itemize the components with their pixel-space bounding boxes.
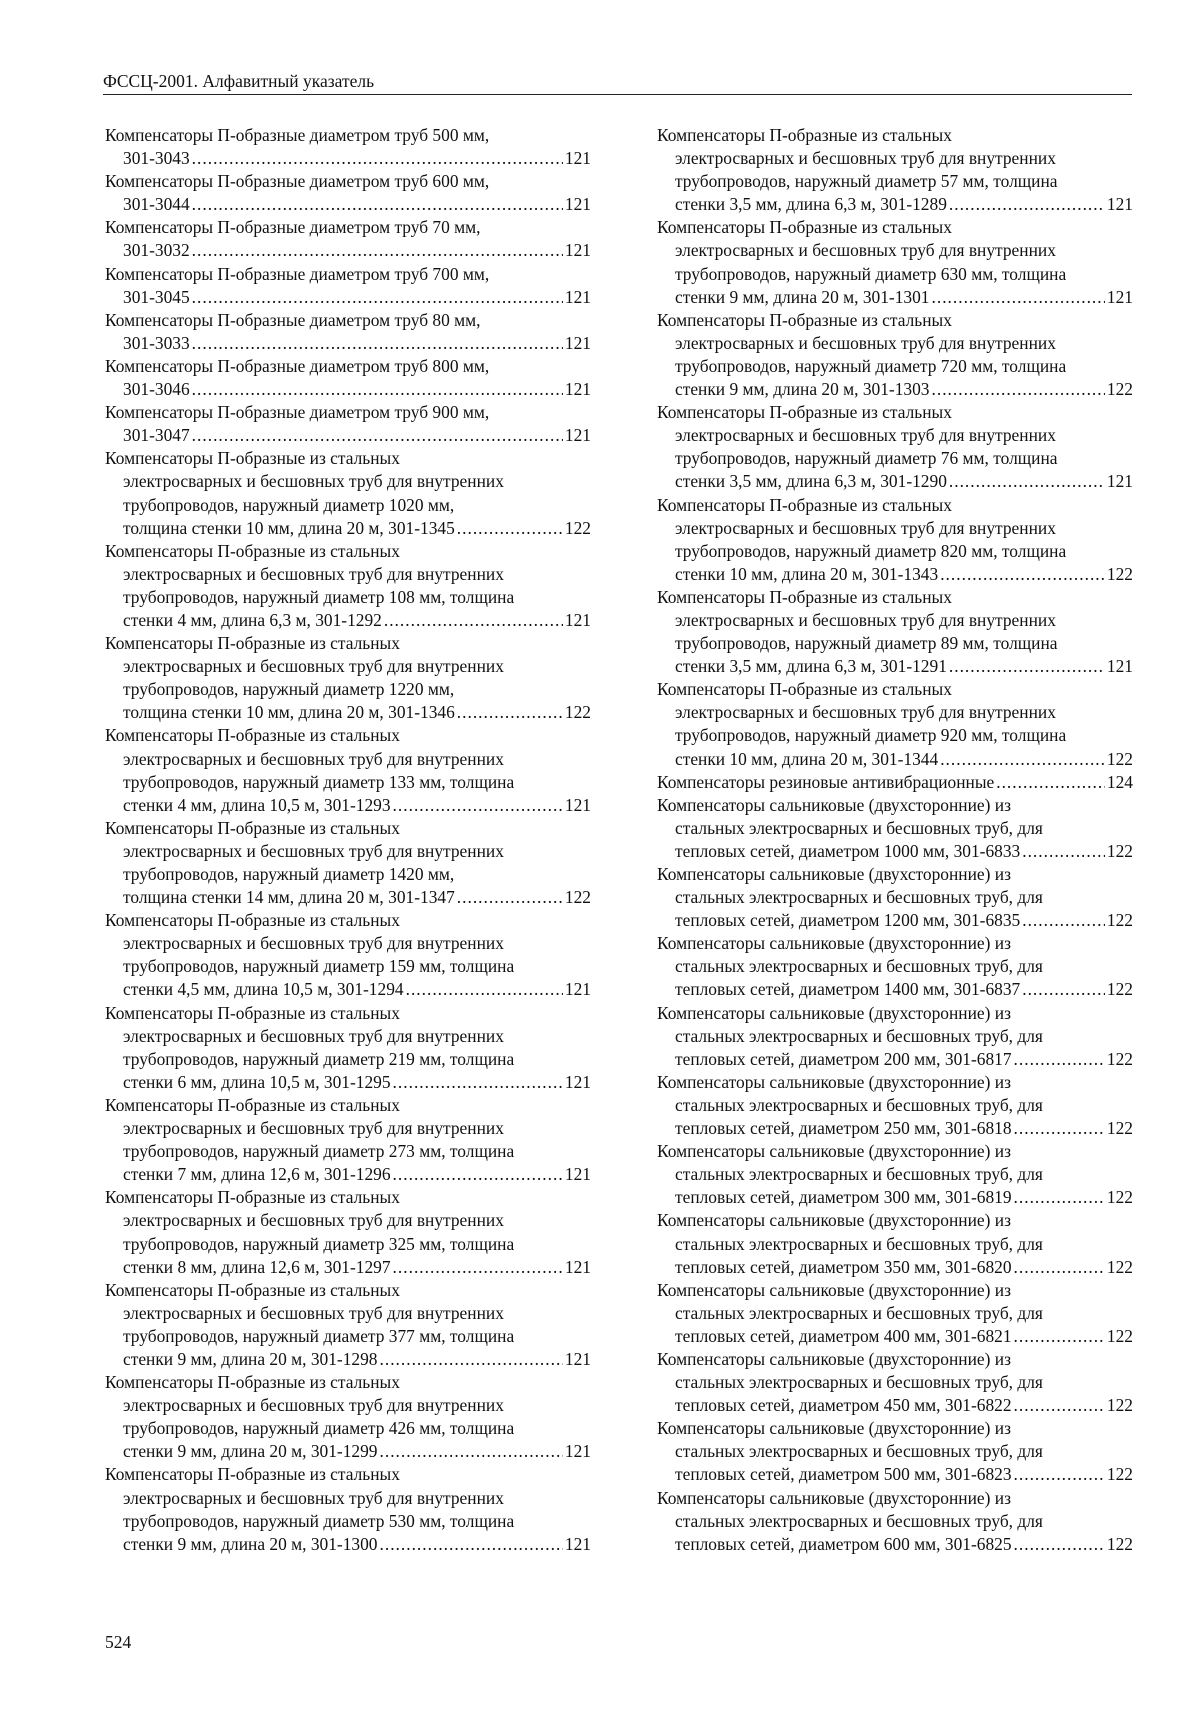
entry-line: Компенсаторы П-образные из стальных <box>657 494 952 515</box>
entry-text: тепловых сетей, диаметром 400 мм, 301-6821 <box>675 1325 1012 1346</box>
page-reference: 121 <box>564 240 591 261</box>
dot-leader <box>393 1071 563 1094</box>
entry-line: Компенсаторы сальниковые (двухсторонние) из <box>657 1279 1011 1300</box>
entry-line: стальных электросварных и бесшовных труб, для <box>675 1025 1043 1046</box>
entry-last-line <box>105 147 591 170</box>
index-column-right <box>657 124 1133 1556</box>
dot-leader <box>940 748 1105 771</box>
running-header <box>103 70 1132 95</box>
entry-line: Компенсаторы П-образные из стальных <box>105 1094 400 1115</box>
entry-line: Компенсаторы П-образные диаметром труб 800 мм, <box>105 355 490 376</box>
index-entry <box>657 932 1133 1001</box>
entry-text: тепловых сетей, диаметром 1200 мм, 301-6835 <box>675 910 1021 931</box>
index-entry <box>105 632 591 724</box>
page-reference: 122 <box>564 887 591 908</box>
entry-line: электросварных и бесшовных труб для внутренних <box>123 1025 504 1046</box>
entry-line: трубопроводов, наружный диаметр 1020 мм, <box>123 494 455 515</box>
index-entry <box>105 124 591 170</box>
page-reference: 121 <box>564 1348 591 1369</box>
entry-text: стенки 10 мм, длина 20 м, 301-1344 <box>675 748 939 769</box>
index-entry <box>657 1071 1133 1140</box>
entry-text: стенки 3,5 мм, длина 6,3 м, 301-1290 <box>675 471 947 492</box>
entry-line: Компенсаторы П-образные из стальных <box>105 633 400 654</box>
entry-line: стальных электросварных и бесшовных труб, для <box>675 1441 1043 1462</box>
entry-text: стенки 3,5 мм, длина 6,3 м, 301-1291 <box>675 656 947 677</box>
entry-line: трубопроводов, наружный диаметр 273 мм, толщина <box>123 1141 515 1162</box>
page-reference: 122 <box>1106 1048 1133 1069</box>
dot-leader <box>380 1533 563 1556</box>
entry-line: Компенсаторы П-образные из стальных <box>105 910 400 931</box>
entry-line: Компенсаторы П-образные диаметром труб 600 мм, <box>105 171 490 192</box>
entry-line: Компенсаторы сальниковые (двухсторонние) из <box>657 1071 1011 1092</box>
entry-text: стенки 10 мм, длина 20 м, 301-1343 <box>675 563 939 584</box>
page-reference: 121 <box>564 1164 591 1185</box>
entry-last-line <box>657 1394 1133 1417</box>
index-entry <box>105 1186 591 1278</box>
entry-line: трубопроводов, наружный диаметр 325 мм, толщина <box>123 1233 515 1254</box>
page-reference: 121 <box>564 194 591 215</box>
entry-last-line <box>105 1348 591 1371</box>
entry-text: 301-3047 <box>123 425 190 446</box>
entry-line: трубопроводов, наружный диаметр 1220 мм, <box>123 679 455 700</box>
entry-text: тепловых сетей, диаметром 250 мм, 301-6818 <box>675 1118 1012 1139</box>
entry-line: стальных электросварных и бесшовных труб, для <box>675 1372 1043 1393</box>
entry-text: толщина стенки 14 мм, длина 20 м, 301-1347 <box>123 887 455 908</box>
entry-line: электросварных и бесшовных труб для внутренних <box>123 840 504 861</box>
index-entry <box>105 817 591 909</box>
entry-text: 301-3044 <box>123 194 190 215</box>
entry-line: Компенсаторы сальниковые (двухсторонние) из <box>657 1002 1011 1023</box>
index-entry <box>657 1487 1133 1556</box>
entry-last-line <box>657 840 1133 863</box>
entry-text: 301-3033 <box>123 332 190 353</box>
entry-text: тепловых сетей, диаметром 1000 мм, 301-6833 <box>675 840 1021 861</box>
entry-last-line <box>657 748 1133 771</box>
entry-line: Компенсаторы сальниковые (двухсторонние) из <box>657 1487 1011 1508</box>
entry-line: Компенсаторы сальниковые (двухсторонние) из <box>657 794 1011 815</box>
dot-leader <box>1022 978 1105 1001</box>
page-reference: 122 <box>1106 1533 1133 1554</box>
entry-text: тепловых сетей, диаметром 600 мм, 301-6825 <box>675 1533 1012 1554</box>
index-entry <box>105 909 591 1001</box>
entry-line: электросварных и бесшовных труб для внутренних <box>123 1302 504 1323</box>
page-reference: 122 <box>1106 379 1133 400</box>
entry-line: трубопроводов, наружный диаметр 133 мм, толщина <box>123 771 515 792</box>
entry-line: Компенсаторы сальниковые (двухсторонние) из <box>657 1418 1011 1439</box>
index-entry <box>657 863 1133 932</box>
page-reference: 121 <box>1106 656 1133 677</box>
page-reference: 122 <box>1106 979 1133 1000</box>
dot-leader <box>393 1163 563 1186</box>
entry-line: электросварных и бесшовных труб для внутренних <box>123 471 504 492</box>
entry-line: Компенсаторы П-образные из стальных <box>105 448 400 469</box>
index-entry <box>105 309 591 355</box>
page-reference: 122 <box>1106 1187 1133 1208</box>
entry-line: стальных электросварных и бесшовных труб, для <box>675 887 1043 908</box>
page-reference: 122 <box>1106 563 1133 584</box>
entry-text: стенки 3,5 мм, длина 6,3 м, 301-1289 <box>675 194 947 215</box>
entry-line: Компенсаторы П-образные из стальных <box>105 1187 400 1208</box>
dot-leader <box>1014 1186 1105 1209</box>
index-entry <box>105 540 591 632</box>
dot-leader <box>1014 1463 1105 1486</box>
dot-leader <box>1022 909 1105 932</box>
entry-text: тепловых сетей, диаметром 350 мм, 301-6820 <box>675 1256 1012 1277</box>
entry-line: трубопроводов, наружный диаметр 76 мм, толщина <box>675 448 1058 469</box>
index-entry <box>657 1140 1133 1209</box>
entry-line: Компенсаторы П-образные диаметром труб 900 мм, <box>105 402 490 423</box>
entry-line: Компенсаторы сальниковые (двухсторонние) из <box>657 1348 1011 1369</box>
entry-line: трубопроводов, наружный диаметр 530 мм, толщина <box>123 1510 515 1531</box>
dot-leader <box>380 1348 563 1371</box>
entry-line: Компенсаторы П-образные из стальных <box>657 217 952 238</box>
index-entry <box>105 724 591 816</box>
dot-leader <box>1014 1533 1105 1556</box>
entry-text: стенки 9 мм, длина 20 м, 301-1298 <box>123 1348 378 1369</box>
dot-leader <box>1014 1117 1105 1140</box>
entry-line: трубопроводов, наружный диаметр 630 мм, толщина <box>675 263 1067 284</box>
entry-line: электросварных и бесшовных труб для внутренних <box>123 1210 504 1231</box>
page-number: 524 <box>105 1632 132 1652</box>
entry-line: электросварных и бесшовных труб для внутренних <box>675 517 1056 538</box>
entry-line: Компенсаторы П-образные из стальных <box>105 817 400 838</box>
entry-last-line <box>105 332 591 355</box>
page-reference: 122 <box>1106 840 1133 861</box>
page-reference: 122 <box>1106 1256 1133 1277</box>
index-entry <box>657 124 1133 216</box>
entry-last-line <box>105 1256 591 1279</box>
entry-line: электросварных и бесшовных труб для внутренних <box>123 1487 504 1508</box>
entry-last-line <box>657 1117 1133 1140</box>
dot-leader <box>949 655 1105 678</box>
entry-last-line <box>657 655 1133 678</box>
entry-last-line <box>657 1325 1133 1348</box>
index-entry <box>657 1348 1133 1417</box>
entry-line: трубопроводов, наружный диаметр 108 мм, толщина <box>123 586 515 607</box>
entry-line: электросварных и бесшовных труб для внутренних <box>123 1118 504 1139</box>
dot-leader <box>192 147 563 170</box>
page-reference: 122 <box>1106 1325 1133 1346</box>
entry-last-line <box>105 1533 591 1556</box>
entry-text: стенки 4 мм, длина 10,5 м, 301-1293 <box>123 794 391 815</box>
dot-leader <box>192 286 563 309</box>
page-reference: 122 <box>1106 1118 1133 1139</box>
dot-leader <box>1014 1394 1105 1417</box>
entry-text: тепловых сетей, диаметром 300 мм, 301-6819 <box>675 1187 1012 1208</box>
entry-last-line <box>105 609 591 632</box>
entry-last-line <box>105 978 591 1001</box>
entry-last-line <box>657 378 1133 401</box>
entry-line: Компенсаторы П-образные из стальных <box>105 1372 400 1393</box>
entry-line: стальных электросварных и бесшовных труб, для <box>675 1302 1043 1323</box>
entry-line: трубопроводов, наружный диаметр 920 мм, толщина <box>675 725 1067 746</box>
entry-text: стенки 9 мм, длина 20 м, 301-1300 <box>123 1533 378 1554</box>
entry-last-line <box>657 978 1133 1001</box>
entry-line: Компенсаторы сальниковые (двухсторонние) из <box>657 864 1011 884</box>
page-reference: 121 <box>564 1071 591 1092</box>
entry-last-line <box>657 1256 1133 1279</box>
entry-last-line <box>105 193 591 216</box>
entry-text: тепловых сетей, диаметром 500 мм, 301-6823 <box>675 1464 1012 1485</box>
dot-leader <box>457 517 563 540</box>
dot-leader <box>1022 840 1105 863</box>
page-reference: 122 <box>1106 1395 1133 1416</box>
index-entry <box>657 1279 1133 1348</box>
entry-line: Компенсаторы сальниковые (двухсторонние) из <box>657 1141 1011 1162</box>
dot-leader <box>949 470 1105 493</box>
page-reference: 121 <box>564 609 591 630</box>
index-entry <box>105 1279 591 1371</box>
dot-leader <box>1014 1048 1105 1071</box>
index-entry <box>105 355 591 401</box>
entry-last-line <box>657 771 1133 794</box>
entry-text: стенки 9 мм, длина 20 м, 301-1303 <box>675 379 930 400</box>
dot-leader <box>192 239 563 262</box>
index-entry <box>657 1209 1133 1278</box>
index-entry <box>657 401 1133 493</box>
entry-line: Компенсаторы П-образные из стальных <box>657 125 952 145</box>
header-title: ФССЦ-2001. Алфавитный указатель <box>103 71 375 91</box>
index-entry <box>105 447 591 539</box>
entry-line: электросварных и бесшовных труб для внутренних <box>675 609 1056 630</box>
entry-line: Компенсаторы П-образные из стальных <box>657 402 952 423</box>
entry-line: стальных электросварных и бесшовных труб, для <box>675 1510 1043 1531</box>
entry-line: Компенсаторы П-образные диаметром труб 500 мм, <box>105 125 490 145</box>
entry-line: электросварных и бесшовных труб для внутренних <box>675 240 1056 261</box>
page-reference: 121 <box>564 425 591 446</box>
dot-leader <box>192 424 563 447</box>
dot-leader <box>1014 1325 1105 1348</box>
entry-last-line <box>657 1048 1133 1071</box>
dot-leader <box>406 978 563 1001</box>
dot-leader <box>192 193 563 216</box>
entry-line: Компенсаторы П-образные из стальных <box>105 725 400 746</box>
entry-text: стенки 8 мм, длина 12,6 м, 301-1297 <box>123 1256 391 1277</box>
entry-line: Компенсаторы сальниковые (двухсторонние) из <box>657 933 1011 954</box>
entry-line: электросварных и бесшовных труб для внутренних <box>123 656 504 677</box>
entry-last-line <box>657 286 1133 309</box>
entry-line: трубопроводов, наружный диаметр 820 мм, толщина <box>675 540 1067 561</box>
dot-leader <box>192 332 563 355</box>
entry-line: Компенсаторы П-образные из стальных <box>105 540 400 561</box>
entry-line: трубопроводов, наружный диаметр 426 мм, толщина <box>123 1418 515 1439</box>
entry-line: электросварных и бесшовных труб для внутренних <box>675 425 1056 446</box>
dot-leader <box>457 886 563 909</box>
entry-last-line <box>105 424 591 447</box>
entry-text: толщина стенки 10 мм, длина 20 м, 301-1346 <box>123 702 455 723</box>
entry-last-line <box>105 286 591 309</box>
page-reference: 122 <box>564 517 591 538</box>
index-entry <box>657 794 1133 863</box>
index-entry <box>657 678 1133 770</box>
entry-line: стальных электросварных и бесшовных труб, для <box>675 1164 1043 1185</box>
entry-last-line <box>657 1463 1133 1486</box>
index-entry <box>657 586 1133 678</box>
page-reference: 121 <box>564 332 591 353</box>
page-reference: 122 <box>1106 748 1133 769</box>
page-reference: 124 <box>1106 771 1133 792</box>
entry-line: Компенсаторы П-образные из стальных <box>105 1002 400 1023</box>
index-entry <box>105 1002 591 1094</box>
entry-line: Компенсаторы П-образные из стальных <box>657 679 952 700</box>
entry-line: трубопроводов, наружный диаметр 377 мм, толщина <box>123 1325 515 1346</box>
entry-last-line <box>105 1440 591 1463</box>
index-entry <box>657 1417 1133 1486</box>
entry-last-line <box>657 1186 1133 1209</box>
entry-line: электросварных и бесшовных труб для внутренних <box>123 933 504 954</box>
page-reference: 122 <box>1106 1464 1133 1485</box>
entry-line: трубопроводов, наружный диаметр 720 мм, толщина <box>675 355 1067 376</box>
page-reference: 121 <box>564 379 591 400</box>
entry-line: трубопроводов, наружный диаметр 159 мм, толщина <box>123 956 515 977</box>
dot-leader <box>380 1440 563 1463</box>
entry-line: стальных электросварных и бесшовных труб, для <box>675 956 1043 977</box>
entry-line: электросварных и бесшовных труб для внутренних <box>123 563 504 584</box>
entry-line: электросварных и бесшовных труб для внутренних <box>675 148 1056 169</box>
index-entry <box>105 1094 591 1186</box>
index-column-left <box>105 124 591 1556</box>
entry-line: трубопроводов, наружный диаметр 89 мм, толщина <box>675 633 1058 654</box>
entry-last-line <box>657 470 1133 493</box>
entry-text: стенки 7 мм, длина 12,6 м, 301-1296 <box>123 1164 391 1185</box>
dot-leader <box>949 193 1105 216</box>
entry-text: стенки 9 мм, длина 20 м, 301-1301 <box>675 286 930 307</box>
dot-leader <box>932 378 1105 401</box>
entry-line: Компенсаторы П-образные из стальных <box>657 586 952 607</box>
entry-text: 301-3045 <box>123 286 190 307</box>
entry-line: стальных электросварных и бесшовных труб, для <box>675 817 1043 838</box>
index-entry <box>657 1002 1133 1071</box>
dot-leader <box>996 771 1105 794</box>
page-reference: 121 <box>564 794 591 815</box>
entry-line: трубопроводов, наружный диаметр 57 мм, толщина <box>675 171 1058 192</box>
entry-text: тепловых сетей, диаметром 1400 мм, 301-6837 <box>675 979 1021 1000</box>
entry-last-line <box>105 517 591 540</box>
index-entry <box>657 309 1133 401</box>
page-reference: 121 <box>564 286 591 307</box>
index-entry <box>105 401 591 447</box>
entry-line: Компенсаторы П-образные из стальных <box>105 1279 400 1300</box>
index-entry <box>105 216 591 262</box>
entry-text: Компенсаторы резиновые антивибрационные <box>657 771 995 792</box>
dot-leader <box>384 609 563 632</box>
entry-last-line <box>105 239 591 262</box>
index-entry <box>657 771 1133 794</box>
entry-text: стенки 4,5 мм, длина 10,5 м, 301-1294 <box>123 979 404 1000</box>
dot-leader <box>393 794 563 817</box>
entry-line: стальных электросварных и бесшовных труб, для <box>675 1094 1043 1115</box>
entry-text: стенки 4 мм, длина 6,3 м, 301-1292 <box>123 609 382 630</box>
entry-line: Компенсаторы П-образные из стальных <box>105 1464 400 1485</box>
entry-last-line <box>105 701 591 724</box>
index-entry <box>105 1463 591 1555</box>
dot-leader <box>192 378 563 401</box>
entry-line: Компенсаторы П-образные из стальных <box>657 309 952 330</box>
page-reference: 121 <box>564 1256 591 1277</box>
index-entry <box>105 1371 591 1463</box>
page-reference: 121 <box>1106 194 1133 215</box>
entry-last-line <box>105 794 591 817</box>
page-reference: 122 <box>1106 910 1133 931</box>
page-reference: 121 <box>1106 471 1133 492</box>
index-entry <box>657 494 1133 586</box>
page-reference: 121 <box>1106 286 1133 307</box>
dot-leader <box>932 286 1105 309</box>
entry-line: Компенсаторы П-образные диаметром труб 70 мм, <box>105 217 481 238</box>
entry-last-line <box>657 563 1133 586</box>
page-reference: 121 <box>564 1441 591 1462</box>
page-reference: 121 <box>564 148 591 169</box>
entry-line: электросварных и бесшовных труб для внутренних <box>675 332 1056 353</box>
entry-line: электросварных и бесшовных труб для внутренних <box>123 748 504 769</box>
entry-last-line <box>657 193 1133 216</box>
entry-line: Компенсаторы П-образные диаметром труб 80 мм, <box>105 309 481 330</box>
dot-leader <box>393 1256 563 1279</box>
entry-last-line <box>105 1071 591 1094</box>
page-reference: 121 <box>564 1533 591 1554</box>
dot-leader <box>1014 1256 1105 1279</box>
entry-line: трубопроводов, наружный диаметр 1420 мм, <box>123 864 455 884</box>
dot-leader <box>940 563 1105 586</box>
entry-line: Компенсаторы П-образные диаметром труб 700 мм, <box>105 263 490 284</box>
entry-last-line <box>657 909 1133 932</box>
entry-last-line <box>657 1533 1133 1556</box>
entry-text: тепловых сетей, диаметром 200 мм, 301-6817 <box>675 1048 1012 1069</box>
entry-text: стенки 6 мм, длина 10,5 м, 301-1295 <box>123 1071 391 1092</box>
entry-last-line <box>105 378 591 401</box>
entry-line: трубопроводов, наружный диаметр 219 мм, толщина <box>123 1048 515 1069</box>
dot-leader <box>457 701 563 724</box>
entry-line: стальных электросварных и бесшовных труб, для <box>675 1233 1043 1254</box>
entry-line: электросварных и бесшовных труб для внутренних <box>123 1395 504 1416</box>
index-entry <box>105 170 591 216</box>
entry-text: 301-3046 <box>123 379 190 400</box>
entry-text: стенки 9 мм, длина 20 м, 301-1299 <box>123 1441 378 1462</box>
page-reference: 121 <box>564 979 591 1000</box>
index-entry <box>105 263 591 309</box>
entry-text: 301-3032 <box>123 240 190 261</box>
entry-line: электросварных и бесшовных труб для внутренних <box>675 702 1056 723</box>
entry-text: 301-3043 <box>123 148 190 169</box>
entry-last-line <box>105 1163 591 1186</box>
page-reference: 122 <box>564 702 591 723</box>
entry-text: тепловых сетей, диаметром 450 мм, 301-6822 <box>675 1395 1012 1416</box>
entry-last-line <box>105 886 591 909</box>
entry-line: Компенсаторы сальниковые (двухсторонние) из <box>657 1210 1011 1231</box>
index-entry <box>657 216 1133 308</box>
entry-text: толщина стенки 10 мм, длина 20 м, 301-1345 <box>123 517 455 538</box>
